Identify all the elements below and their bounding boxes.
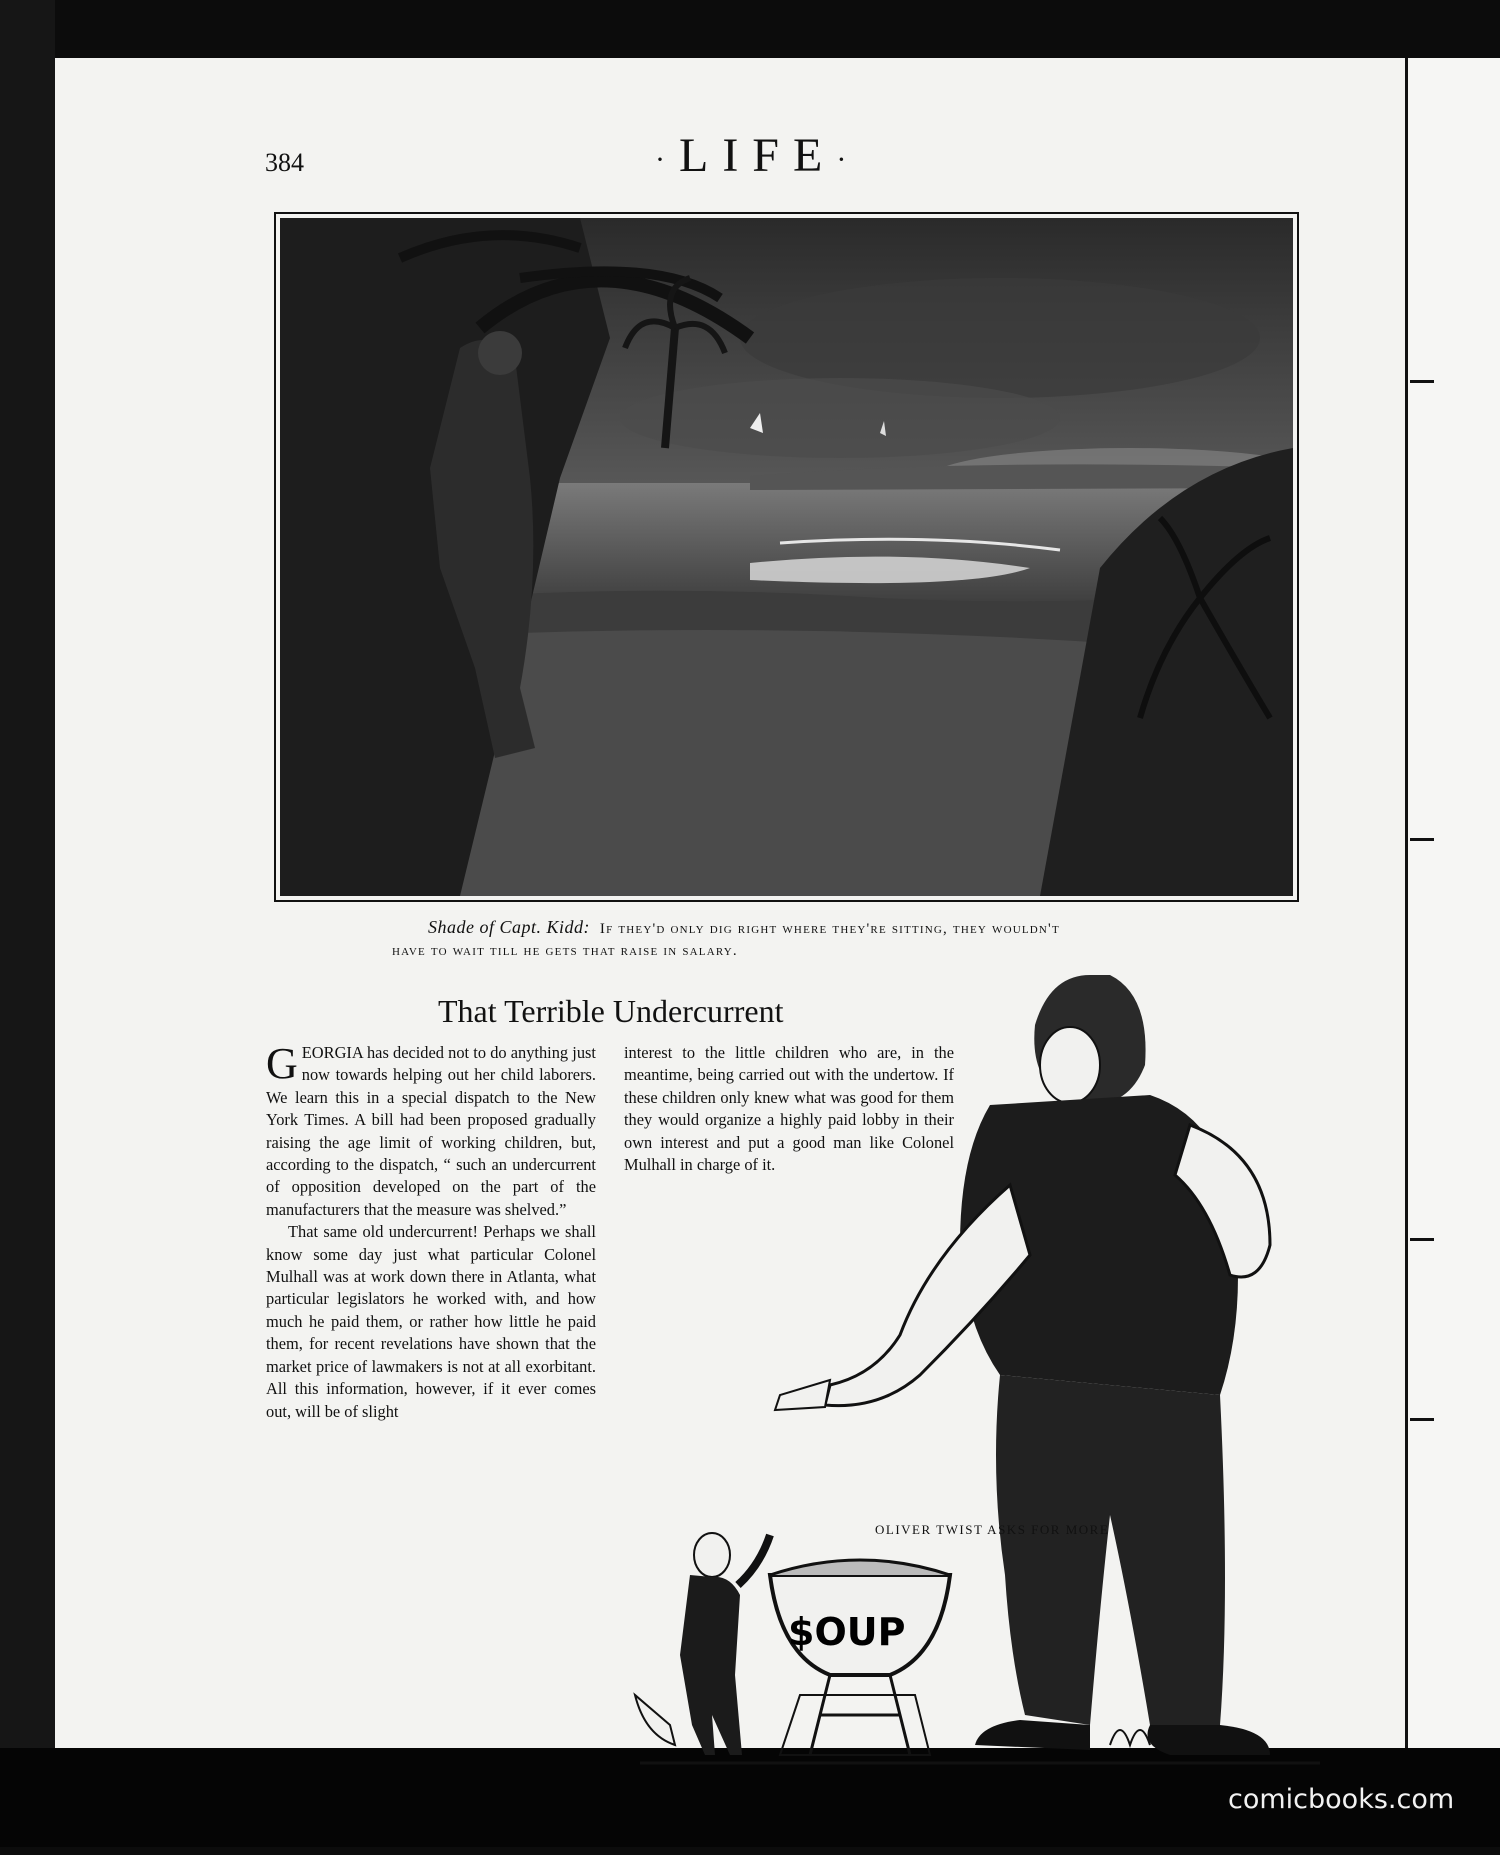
drop-cap: G xyxy=(266,1039,298,1088)
soup-cartoon-caption: OLIVER TWIST ASKS FOR MORE xyxy=(875,1522,1110,1537)
spine-mark xyxy=(1410,1418,1434,1421)
tropical-shore-illustration xyxy=(280,218,1293,896)
article-paragraph-2: That same old undercurrent! Perhaps we shall know some day just what particular Colonel Mulhall was at work down there in Atlanta, what particular legislators he worked with, and how much he paid them, or rather how little he paid them, for recent revelations have shown that the market price of lawmakers is not at all exorbitant. All this information, however, if it ever comes out, will be of slight xyxy=(266,1222,596,1421)
article-paragraph xyxy=(266,1039,596,1221)
landscape-caption-line-1 xyxy=(428,917,1060,938)
article-column-1 xyxy=(266,1039,596,1423)
masthead-title: LIFE xyxy=(679,129,837,182)
article-title: That Terrible Undercurrent xyxy=(438,993,784,1029)
landscape-illustration xyxy=(274,212,1299,902)
caption-speaker: Shade of Capt. Kidd: xyxy=(428,917,590,937)
landscape-caption-line-2: have to wait till he gets that raise in salary. xyxy=(392,943,738,959)
scan-left-margin xyxy=(0,0,55,1847)
spine-mark xyxy=(1410,1238,1434,1241)
masthead: ·LIFE· xyxy=(655,129,861,182)
facing-page-edge xyxy=(1405,58,1500,1748)
article-paragraph-1-text: EORGIA has decided not to do anything just now towards helping out her child laborers. We learn this in a special dispatch to the New York Times. A bill had been proposed gradually raising the age limit of working children, but, according to the dispatch, “ such an undercurrent of opposition developed on the part of the manufacturers that the measure was shelved.” xyxy=(266,1043,596,1219)
spine-mark xyxy=(1410,838,1434,841)
page-number: 384 xyxy=(265,148,304,177)
soup-cartoon xyxy=(630,955,1330,1855)
article-paragraph-3: interest to the little children who are, in the meantime, being carried out with the undertow. If these children only knew what was good for them they would organize a highly paid lobby in their own interest and put a good man like Colonel Mulhall in charge of it. xyxy=(624,1043,954,1175)
soup-bowl-label: $OUP xyxy=(788,1610,906,1654)
caption-text-1: If they'd only dig right where they're sitting, they wouldn't xyxy=(599,921,1060,937)
spine-mark xyxy=(1410,380,1434,383)
watermark: comicbooks.com xyxy=(1228,1784,1455,1815)
oliver-twist-cartoon-illustration xyxy=(630,955,1330,1855)
